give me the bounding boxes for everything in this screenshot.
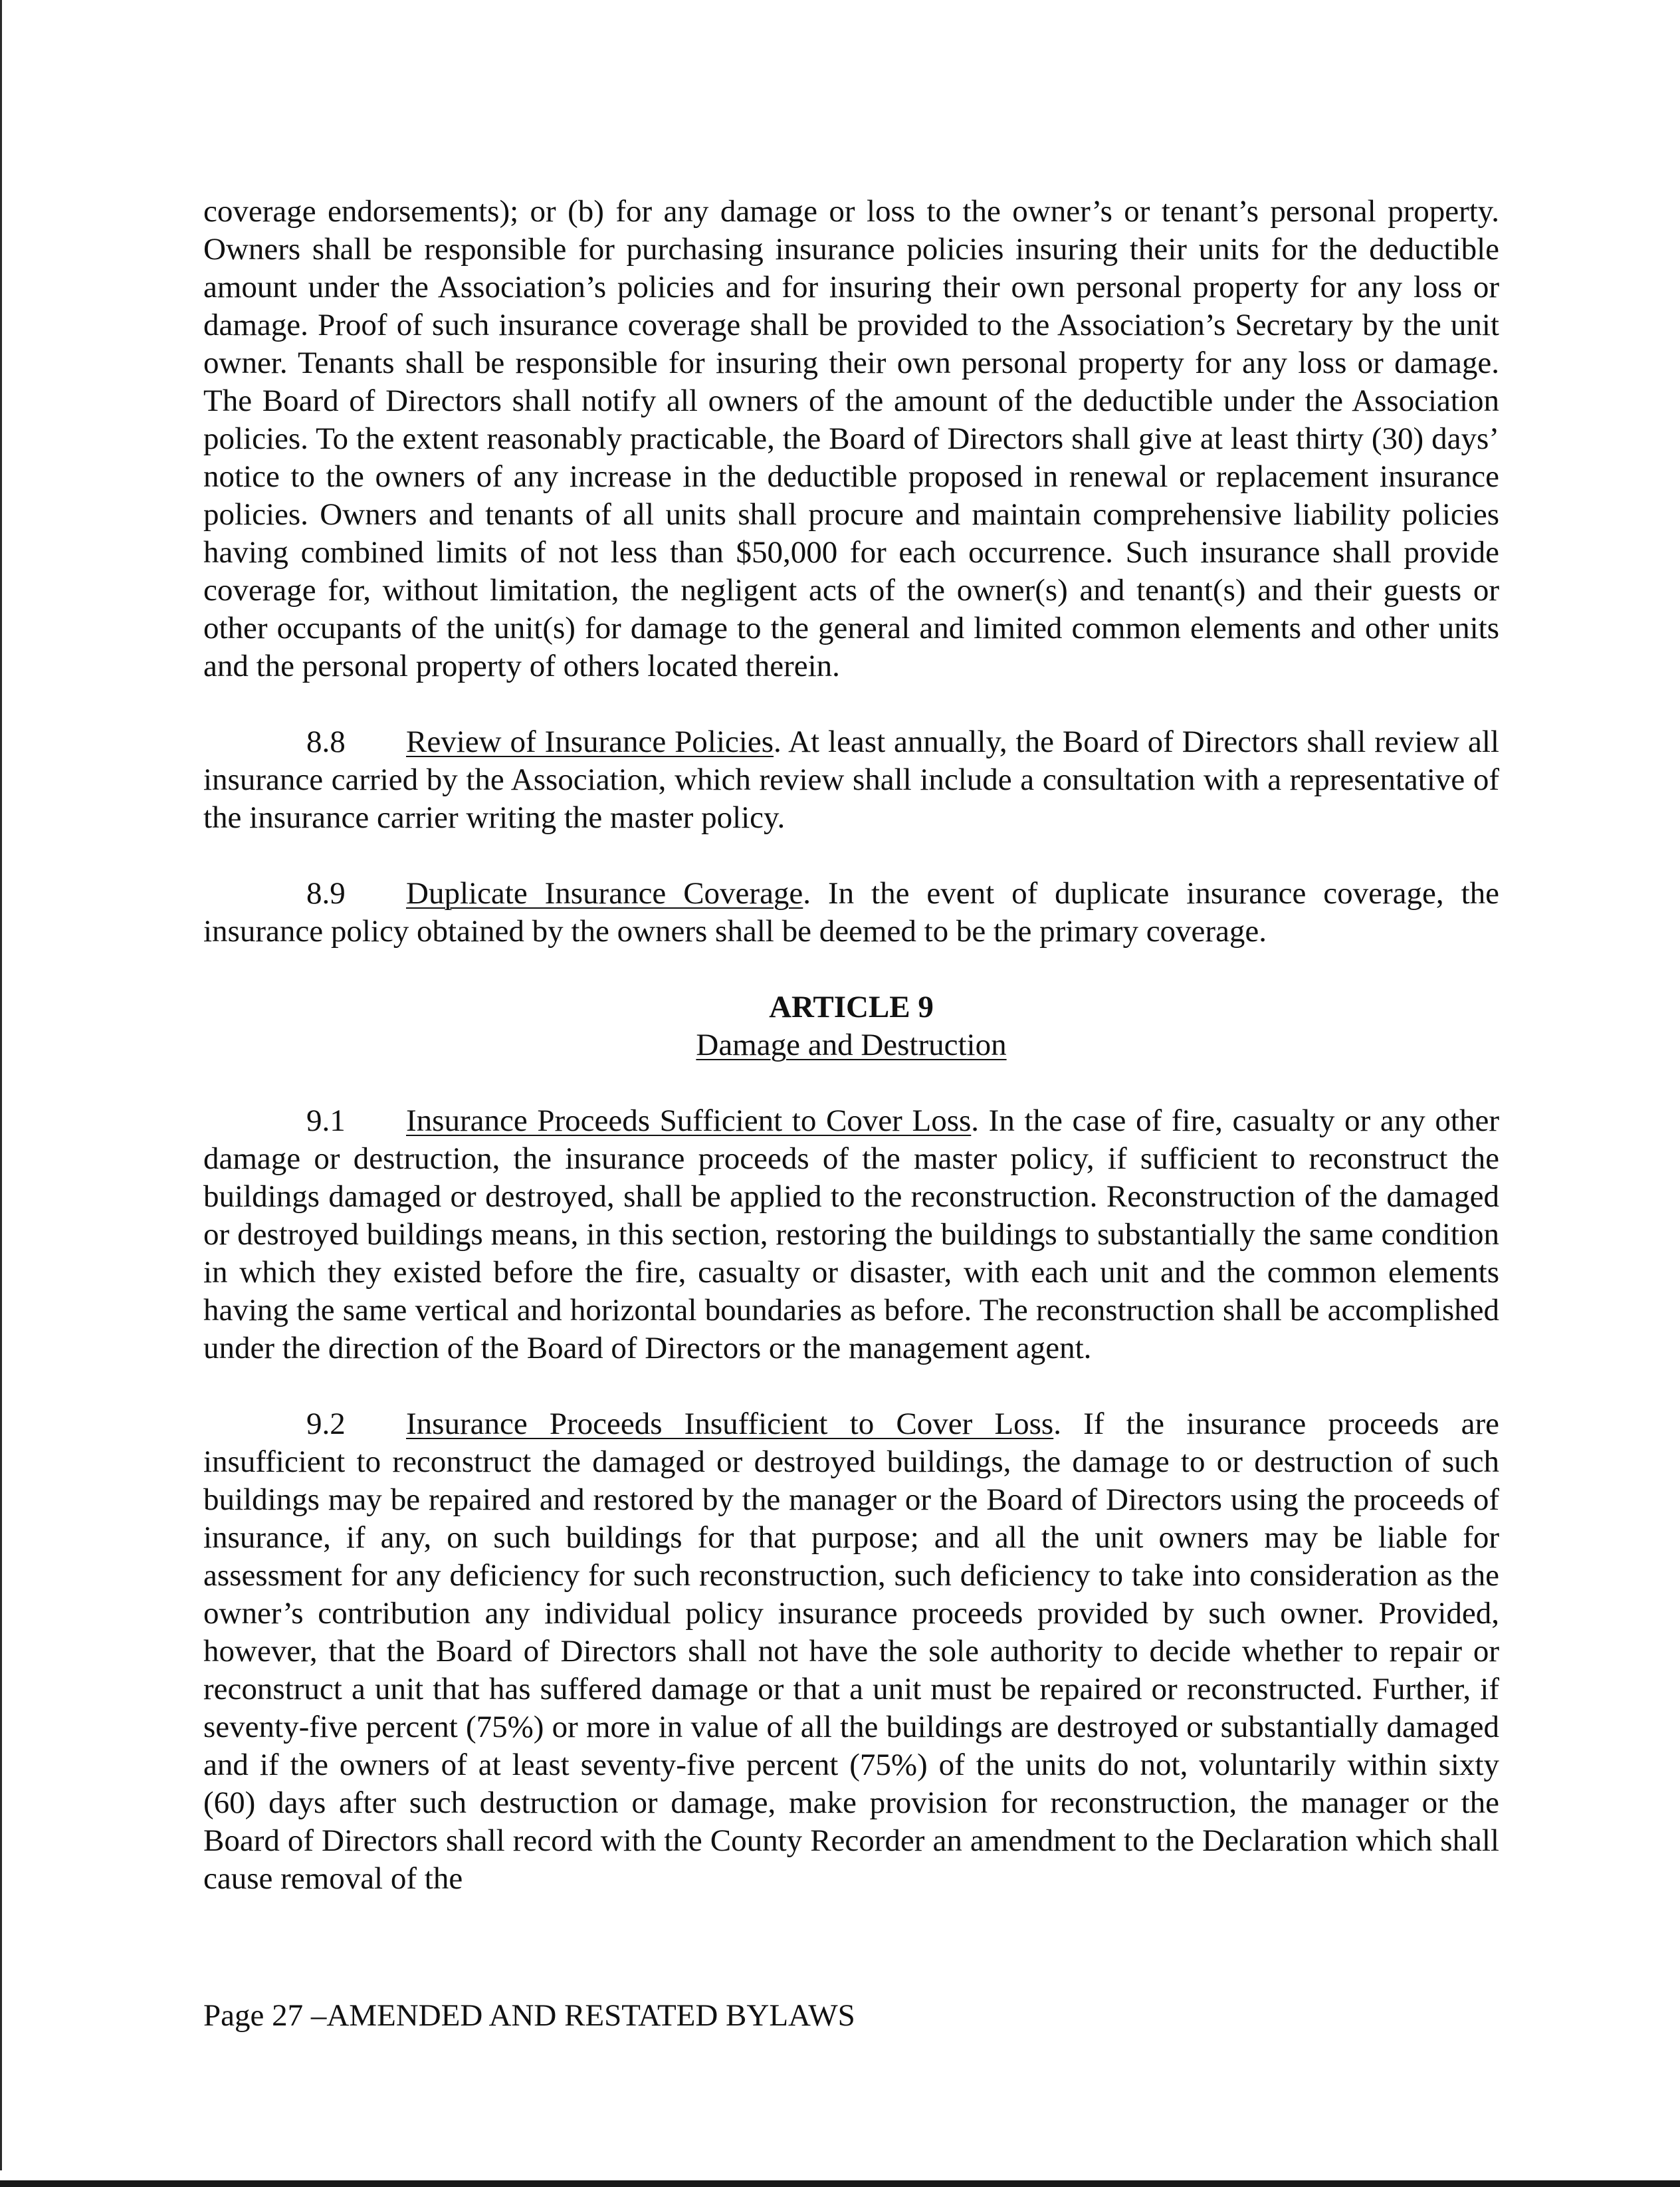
section-8-9 [203,875,1499,951]
document-page [203,193,1499,1898]
scan-left-edge [0,0,2,2170]
section-number: 8.9 [306,876,346,911]
article-subtitle: Damage and Destruction [696,1028,1007,1062]
article-title: ARTICLE 9 [769,990,934,1024]
article-header [203,988,1499,1064]
continuation-paragraph: coverage endorsements); or (b) for any damage or loss to the owner’s or tenant’s personal property. Owners shall be responsible for purchasing insurance policies insuring their units for the deductible amount under the Association’s policies and for insuring their own personal property for any loss or damage. Proof of such insurance coverage shall be provided to the Association’s Secretary by the unit owner. Tenants shall be responsible for insuring their own personal property for any loss or damage. The Board of Directors shall notify all owners of the amount of the deductible under the Association policies. To the extent reasonably practicable, the Board of Directors shall give at least thirty (30) days’ notice to the owners of any increase in the deductible proposed in renewal or replacement insurance policies. Owners and tenants of all units shall procure and maintain comprehensive liability policies having combined limits of not less than $50,000 for each occurrence. Such insurance shall provide coverage for, without limitation, the negligent acts of the owner(s) and tenant(s) and their guests or other occupants of the unit(s) for damage to the general and limited common elements and other units and the personal property of others located therein. [203,194,1499,683]
section-body: . In the case of fire, casualty or any other damage or destruction, the insurance proceeds of the master policy, if sufficient to reconstruct the buildings damaged or destroyed, shall be applied to the reconstruction. Reconstruction of the damaged or destroyed buildings means, in this section, restoring the buildings to substantially the same condition in which they existed before the fire, casualty or disaster, with each unit and the common elements having the same vertical and horizontal boundaries as before. The reconstruction shall be accomplished under the direction of the Board of Directors or the management agent. [203,1103,1499,1365]
section-body: . If the insurance proceeds are insufficient to reconstruct the damaged or destroyed buildings, the damage to or destruction of such buildings may be repaired and restored by the manager or the Board of Directors using the proceeds of insurance, if any, on such buildings for that purpose; and all the unit owners may be liable for assessment for any deficiency for such reconstruction, such deficiency to take into consideration as the owner’s contribution any individual policy insurance proceeds provided by such owner. Provided, however, that the Board of Directors shall not have the sole authority to decide whether to repair or reconstruct a unit that has suffered damage or that a unit must be repaired or reconstructed. Further, if seventy-five percent (75%) or more in value of all the buildings are destroyed or substantially damaged and if the owners of at least seventy-five percent (75%) of the units do not, voluntarily within sixty (60) days after such destruction or damage, make provision for reconstruction, the manager or the Board of Directors shall record with the County Recorder an amendment to the Declaration which shall cause removal of the [203,1407,1500,1896]
page-footer: Page 27 –AMENDED AND RESTATED BYLAWS [203,1998,855,2033]
section-number: 9.2 [306,1407,346,1441]
section-body: . In the event of duplicate insurance coverage, the insurance policy obtained by the owners shall be deemed to be the primary coverage. [203,876,1499,949]
section-number: 8.8 [306,725,346,759]
section-9-2 [203,1405,1499,1898]
section-heading: Insurance Proceeds Insufficient to Cover Loss [406,1407,1054,1441]
section-8-8 [203,723,1499,837]
scan-bottom-edge [0,2180,1680,2187]
section-heading: Review of Insurance Policies [406,725,774,759]
section-number: 9.1 [306,1103,346,1138]
section-heading: Duplicate Insurance Coverage [406,876,803,911]
section-body: . At least annually, the Board of Directors shall review all insurance carried by the Association, which review shall include a consultation with a representative of the insurance carrier writing the master policy. [203,725,1499,835]
section-9-1 [203,1102,1499,1367]
section-heading: Insurance Proceeds Sufficient to Cover Loss [406,1103,972,1138]
